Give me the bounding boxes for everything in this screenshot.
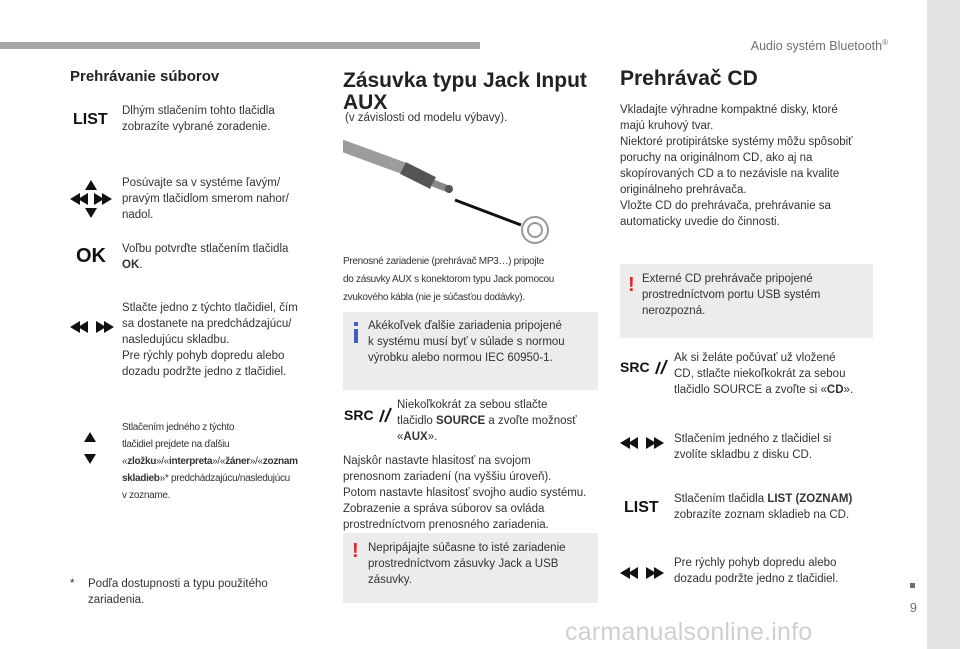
cd-track-desc: Stlačením jedného z tlačidiel si zvolíte skladbu z disku CD. (674, 433, 832, 461)
src-button-icon (344, 406, 392, 424)
side-tab (927, 0, 960, 649)
fast-forward-rewind-icon (620, 565, 664, 581)
volume-paragraph: Najskôr nastavte hlasitosť na svojom prenosnom zariadení (na vyššiu úroveň). Potom nastavte hlasitosť svojho audio systému. Zobrazenie a správa súborov sa ovláda prostredníctvom prenosného zariadenia. (343, 455, 587, 531)
list-button-label: LIST (73, 111, 108, 128)
cd-paragraph: Vkladajte výhradne kompaktné disky, ktoré majú kruhový tvar. Niektoré protipirátske systémy môžu spôsobiť poruchy na originálnom CD, ako aj na skopírovaných CD a to nezávisle na kvalite originálneho prehrávača. Vložte CD do prehrávača, prehrávanie sa automaticky uvedie do činnosti. (620, 104, 853, 228)
page-header: Audio systém Bluetooth® (750, 38, 888, 54)
prev-next-icon (70, 319, 114, 335)
footnote: Podľa dostupnosti a typu použitého zariadenia. (88, 578, 268, 606)
src-aux-desc: Niekoľkokrát za sebou stlačte tlačidlo SOURCE a zvoľte možnosť «AUX». (397, 399, 577, 443)
up-down-arrows-icon (82, 430, 98, 466)
folder-desc: Stlačením jedného z týchto tlačidiel prejdete na ďalšiu «zložku»/«interpreta»/«žáner»/«zoznam skladieb»* predchádzajúcu/nasledujúcu v zozname. (122, 422, 298, 501)
svg-text:SRC: SRC (344, 407, 374, 423)
ok-button-label: OK (76, 245, 106, 267)
navigate-desc: Posúvajte sa v systéme ľavým/ pravým tlačidlom smerom nahor/ nadol. (122, 177, 289, 221)
section-title-files: Prehrávanie súborov (70, 68, 220, 85)
warning-icon: ! (628, 274, 635, 296)
cd-ff-desc: Pre rýchly pohyb dopredu alebo dozadu podržte jedno z tlačidiel. (674, 557, 839, 585)
info-text: Akékoľvek ďalšie zariadenia pripojené k systému musí byť v súlade s normou výrobku alebo normou IEC 60950-1. (368, 320, 565, 364)
info-icon (354, 329, 358, 343)
list-button-label: LIST (624, 499, 659, 516)
ok-desc: Voľbu potvrďte stlačením tlačidla OK. (122, 243, 289, 271)
warning-icon: ! (352, 540, 359, 562)
four-way-arrows-icon (68, 178, 114, 220)
cd-list-desc: Stlačením tlačidla LIST (ZOZNAM) zobrazíte zoznam skladieb na CD. (674, 493, 853, 521)
svg-text:SRC: SRC (620, 359, 650, 375)
section-title-cd: Prehrávač CD (620, 67, 758, 90)
src-button-icon (620, 358, 668, 376)
warning-text-cd: Externé CD prehrávače pripojené prostredníctvom portu USB systém nerozpozná. (642, 273, 821, 317)
page-marker (910, 583, 915, 588)
section-title-jack: Zásuvka typu Jack Input AUX (343, 69, 587, 114)
jack-caption: Prenosné zariadenie (prehrávač MP3…) pripojte do zásuvky AUX s konektorom typu Jack pomocou zvukového kábla (nie je súčasťou dodávky). (343, 256, 555, 303)
jack-subtitle: (v závislosti od modelu výbavy). (345, 112, 508, 124)
info-icon-dot (354, 322, 358, 326)
prev-next-icon (620, 435, 664, 451)
top-rule (0, 42, 480, 49)
page-number: 9 (909, 600, 917, 615)
footnote-mark: * (70, 578, 75, 590)
watermark: carmanualsonline.info (565, 618, 813, 646)
list-desc: Dlhým stlačením tohto tlačidla zobrazíte vybrané zoradenie. (122, 105, 275, 133)
warning-text-jack: Nepripájajte súčasne to isté zariadenie prostredníctvom zásuvky Jack a USB zásuvky. (368, 542, 566, 586)
track-desc: Stlačte jedno z týchto tlačidiel, čím sa dostanete na predchádzajúcu/ nasledujúcu skladbu. Pre rýchly pohyb dopredu alebo dozadu podržte jedno z tlačidiel. (122, 302, 298, 378)
jack-plug-illustration (343, 128, 558, 250)
src-cd-desc: Ak si želáte počúvať už vložené CD, stlačte niekoľkokrát za sebou tlačidlo SOURCE a zvoľte si «CD». (674, 352, 854, 396)
